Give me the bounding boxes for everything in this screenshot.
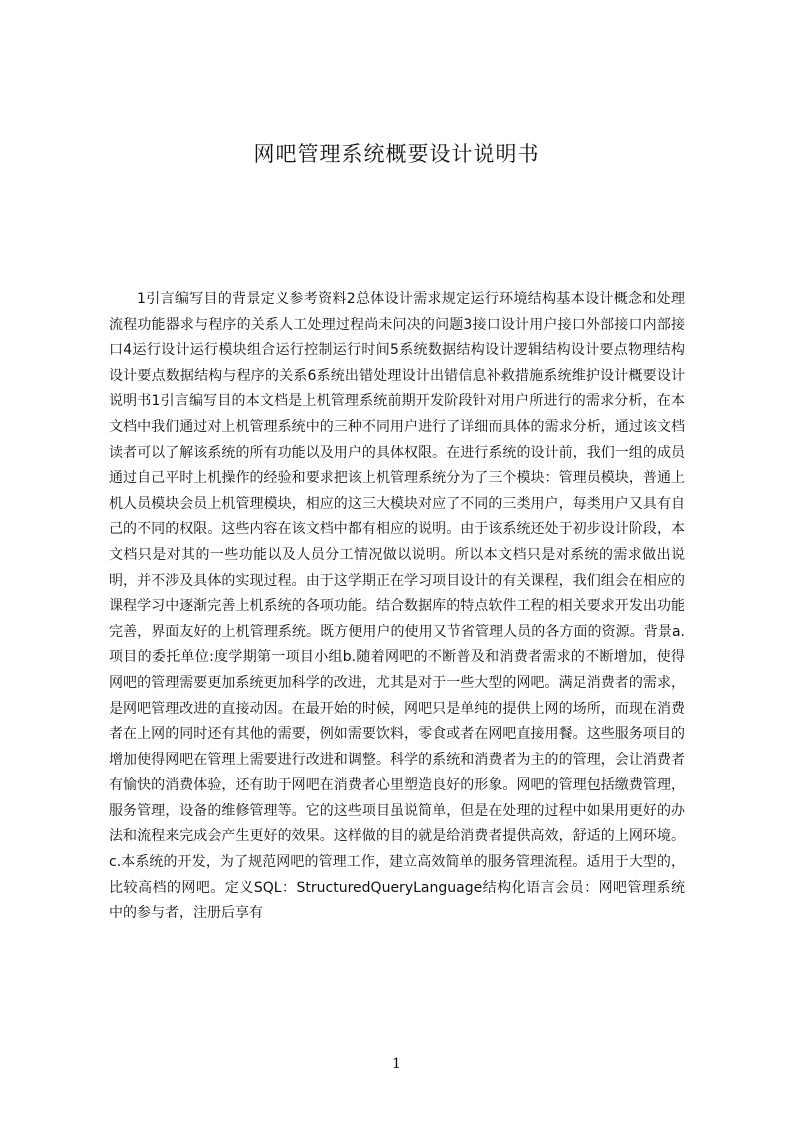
body-paragraph: 1引言编写目的背景定义参考资料2总体设计需求规定运行环境结构基本设计概念和处理流程功能器求与程序的关系人工处理过程尚未问决的问题3接口设计用户接口外部接口内部接口4运行设计运行模块组合运行控制运行时间5系统数据结构设计逻辑结构设计要点物理结构设计要点数据结构与程序的关系6系统出错处理设计出错信息补救措施系统维护设计概要设计说明书1引言编写目的本文档是上机管理系统前期开发阶段针对用户所进行的需求分析，在本文档中我们通过对上机管理系统中的三种不同用户进行了详细而具体的需求分析，通过该文档读者可以了解该系统的所有功能以及用户的具体权限。在进行系统的设计前，我们一组的成员通过自己平时上机操作的经验和要求把该上机管理系统分为了三个模块：管理员模块，普通上机人员模块会员上机管理模块，相应的这三大模块对应了不同的三类用户，每类用户又具有自己的不同的权限。这些内容在该文档中都有相应的说明。由于该系统还处于初步设计阶段，本文档只是对其的一些功能以及人员分工情况做以说明。所以本文档只是对系统的需求做出说明，并不涉及具体的实现过程。由于这学期正在学习项目设计的有关课程，我们组会在相应的课程学习中逐渐完善上机系统的各项功能。结合数据库的特点软件工程的相关要求开发出功能完善，界面友好的上机管理系统。既方便用户的使用又节省管理人员的各方面的资源。背景a.项目的委托单位:度学期第一项目小组b.随着网吧的不断普及和消费者需求的不断增加，使得网吧的管理需要更加系统更加科学的改进，尤其是对于一些大型的网吧。满足消费者的需求，是网吧管理改进的直接动因。在最开始的时候，网吧只是单纯的提供上网的场所，而现在消费者在上网的同时还有其他的需要，例如需要饮料，零食或者在网吧直接用餐。这些服务项目的增加使得网吧在管理上需要进行改进和调整。科学的系统和消费者为主的的管理，会让消费者有愉快的消费体验，还有助于网吧在消费者心里塑造良好的形象。网吧的管理包括缴费管理，服务管理，设备的维修管理等。它的这些项目虽说简单，但是在处理的过程中如果用更好的办法和流程来完成会产生更好的效果。这样做的目的就是给消费者提供高效，舒适的上网环境。c.本系统的开发，为了规范网吧的管理工作，建立高效简单的服务管理流程。适用于大型的，比较高档的网吧。定义SQL：StructuredQueryLanguage结构化语言会员：网吧管理系统中的参与者，注册后享有: [109, 291, 685, 922]
document-title: 网吧管理系统概要设计说明书: [253, 142, 540, 166]
page-number: 1: [392, 1056, 401, 1072]
